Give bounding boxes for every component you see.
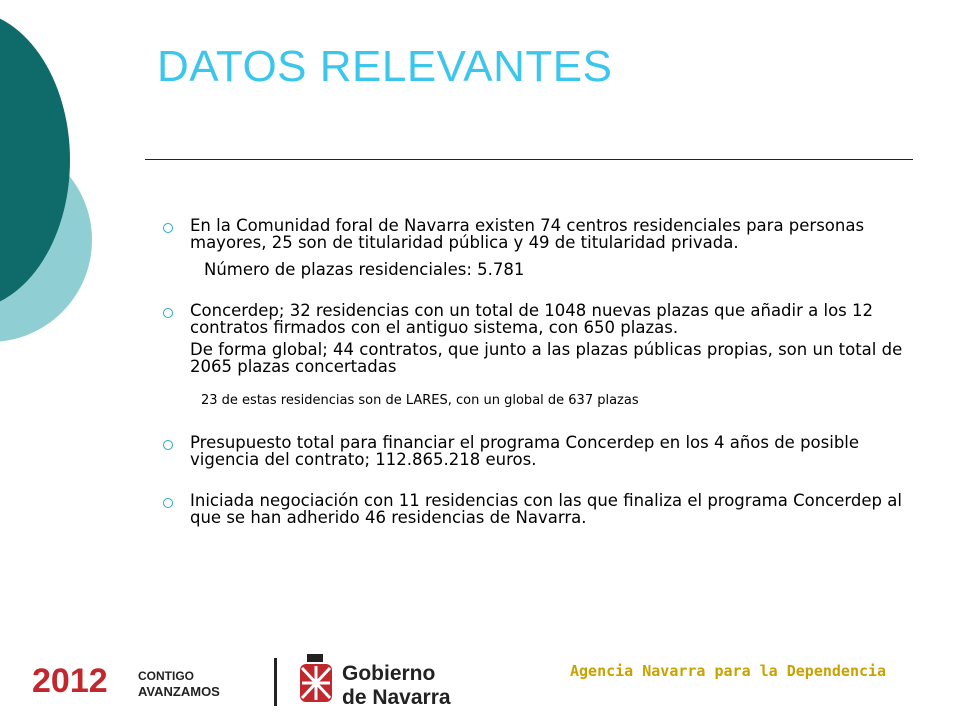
bullet-text: Iniciada negociación con 11 residencias con las que finaliza el programa Concerdep al que se han adherido 46 residencias de Navarra. (190, 491, 902, 527)
navarra-coat-of-arms-icon (300, 654, 332, 702)
bullet-circle-icon (163, 223, 173, 233)
bullet-circle-icon (163, 498, 173, 508)
bullet-item-2 (160, 302, 910, 375)
logo-tagline-2: AVANZAMOS (138, 684, 220, 699)
slide-content (160, 217, 910, 526)
decorative-circles (0, 0, 120, 420)
bullet-text: En la Comunidad foral de Navarra existen 74 centros residenciales para personas mayores, 25 son de titularidad pública y 49 de titularidad privada. (190, 216, 865, 252)
bullet-item-3 (160, 434, 910, 468)
gobierno-navarra-logo (30, 650, 475, 710)
bullet-continuation: De forma global; 44 contratos, que junto a las plazas públicas propias, son un total de 2065 plazas concertadas (190, 340, 903, 376)
logo-org-1: Gobierno (342, 662, 436, 685)
bullet-text: Concerdep; 32 residencias con un total de 1048 nuevas plazas que añadir a los 12 contratos firmados con el antiguo sistema, con 650 plazas. (190, 301, 874, 337)
agency-name: Agencia Navarra para la Dependencia (570, 662, 887, 680)
bullet-subtext: Número de plazas residenciales: 5.781 (204, 260, 525, 279)
bullet-circle-icon (163, 440, 173, 450)
logo-tagline-1: CONTIGO (138, 669, 194, 683)
page-title: DATOS RELEVANTES (157, 42, 613, 91)
bullet-note: 23 de estas residencias son de LARES, con un global de 637 plazas (201, 393, 639, 408)
bullet-item-1 (160, 217, 910, 251)
bullet-text: Presupuesto total para financiar el programa Concerdep en los 4 años de posible vigencia del contrato; 112.865.218 euros. (190, 433, 860, 469)
title-divider (145, 159, 913, 160)
logo-org-2: de Navarra (342, 686, 451, 709)
bullet-item-4 (160, 492, 910, 526)
bullet-circle-icon (163, 308, 173, 318)
logo-year: 2012 (32, 662, 108, 700)
logo-divider (274, 658, 277, 706)
